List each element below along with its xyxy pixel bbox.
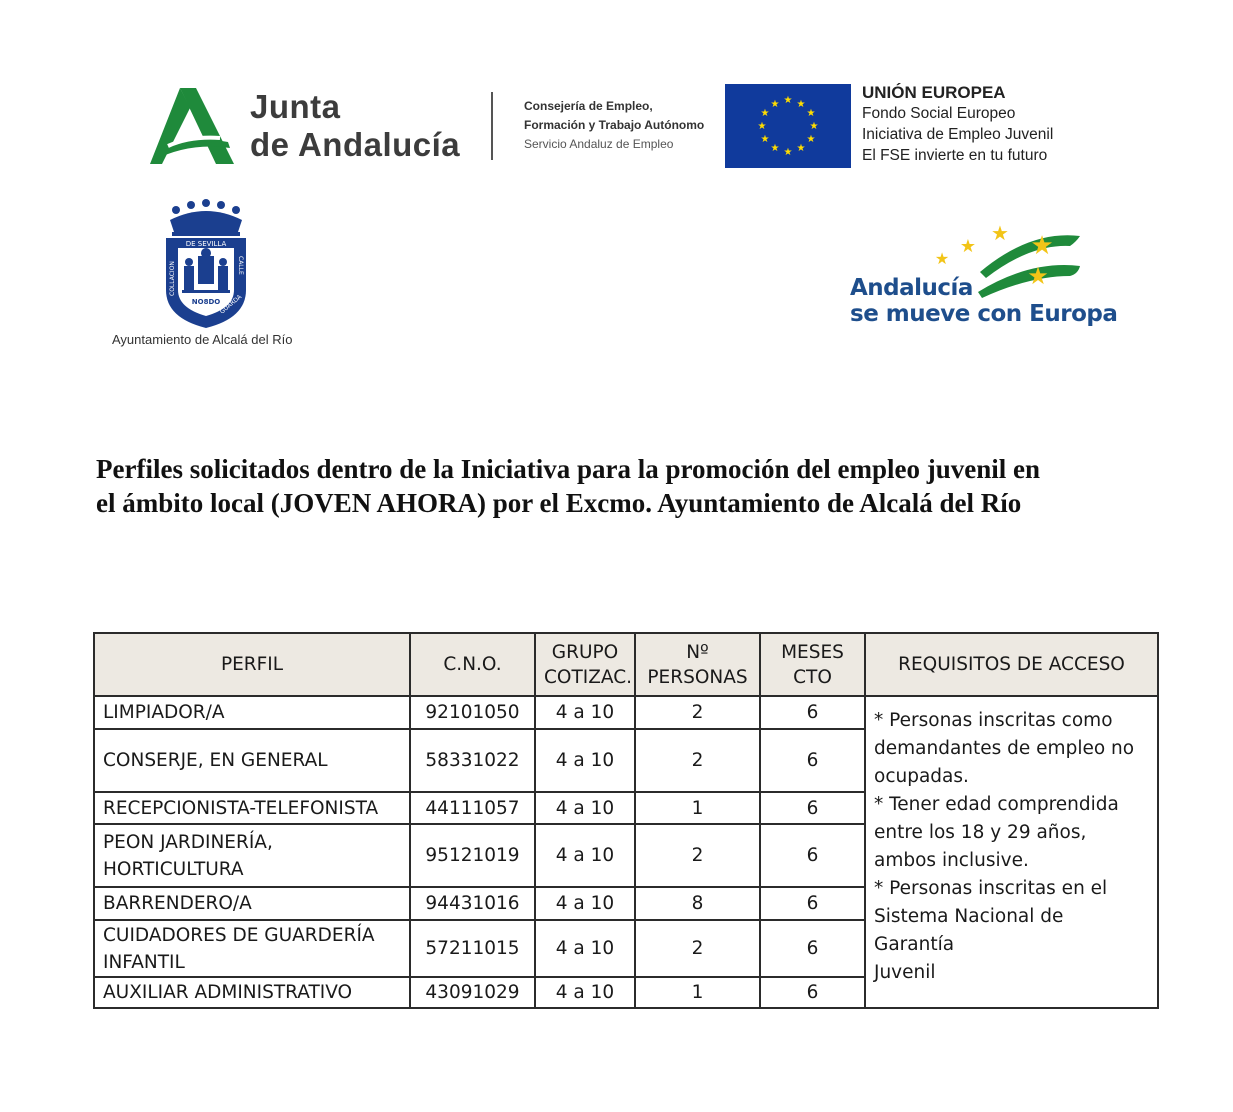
svg-text:★: ★ [783,147,793,158]
requisito-line: * Tener edad comprendida [874,794,1119,815]
andalucia-europa-line-1: Andalucía [850,275,973,301]
cell-personas: 8 [635,887,760,920]
cell-grupo: 4 a 10 [535,977,635,1008]
cell-meses: 6 [760,696,865,729]
svg-text:★: ★ [806,134,816,145]
header-perfil: PERFIL [94,633,410,696]
header-grupo-line-2: COTIZAC. [544,666,633,688]
cell-meses: 6 [760,792,865,824]
header-meses-line-1: MESES [781,641,844,663]
cell-perfil [94,887,410,920]
header-cno: C.N.O. [410,633,535,696]
logo-divider [491,92,493,160]
junta-andalucia-wordmark [250,88,460,164]
header-meses-line-2: CTO [793,666,832,688]
cell-grupo: 4 a 10 [535,920,635,977]
profiles-table [93,632,1159,1009]
requisito-line: * Personas inscritas como [874,710,1113,731]
requisito-line: entre los 18 y 29 años, [874,822,1087,843]
header-personas-line-2: PERSONAS [647,666,748,688]
cell-meses: 6 [760,824,865,887]
cell-personas: 2 [635,824,760,887]
cell-personas: 1 [635,792,760,824]
title-line-2: el ámbito local (JOVEN AHORA) por el Excmo. Ayuntamiento de Alcalá del Río [96,488,1022,518]
cell-perfil [94,729,410,792]
cell-meses: 6 [760,920,865,977]
perfil-line-1: CONSERJE, EN GENERAL [103,750,328,771]
svg-text:★: ★ [760,134,770,145]
eu-line-1: Fondo Social Europeo [862,105,1016,122]
cell-cno: 95121019 [410,824,535,887]
requisito-line: * Personas inscritas en el [874,878,1108,899]
requisito-line: ambos inclusive. [874,850,1029,871]
eu-line-3: El FSE invierte en tu futuro [862,147,1048,164]
ayuntamiento-caption: Ayuntamiento de Alcalá del Río [112,332,293,347]
header-personas-line-1: Nº [686,641,709,663]
cell-grupo: 4 a 10 [535,696,635,729]
eu-flag-icon [725,84,851,168]
svg-text:★: ★ [1030,231,1054,261]
requisito-line: ocupadas. [874,766,969,787]
requisito-line: Juvenil [874,962,936,983]
consejeria-line-1: Consejería de Empleo, [524,99,653,113]
title-line-1: Perfiles solicitados dentro de la Iniciativa para la promoción del empleo juvenil en [96,454,1040,484]
crest-top-text: DE SEVILLA [185,240,227,248]
cell-perfil [94,696,410,729]
cell-perfil [94,920,410,977]
perfil-line-2: HORTICULTURA [103,858,244,880]
consejeria-block [524,97,704,154]
cell-requisitos [865,696,1158,1008]
eu-title: UNIÓN EUROPEA [862,83,1006,102]
perfil-line-1: AUXILIAR ADMINISTRATIVO [103,982,353,1003]
document-title [96,452,1146,520]
junta-line-2: de Andalucía [250,126,461,163]
svg-text:★: ★ [760,108,770,119]
cell-cno: 44111057 [410,792,535,824]
cell-grupo: 4 a 10 [535,729,635,792]
crest-motto-text: NO8DO [191,298,221,306]
cell-cno: 57211015 [410,920,535,977]
table-row [94,696,1158,729]
svg-text:★: ★ [783,95,793,106]
perfil-line-1: RECEPCIONISTA-TELEFONISTA [103,797,379,819]
andalucia-europa-line-2: se mueve con Europa [850,301,1118,327]
junta-andalucia-logo-icon [150,88,234,164]
svg-text:★: ★ [757,121,767,132]
svg-text:★: ★ [806,108,816,119]
cell-meses: 6 [760,729,865,792]
eu-line-2: Iniciativa de Empleo Juvenil [862,126,1054,143]
svg-text:★: ★ [934,249,950,268]
svg-text:★: ★ [770,99,780,110]
header-grupo-line-1: GRUPO [551,641,619,663]
header-requisitos: REQUISITOS DE ACCESO [865,633,1158,696]
cell-personas: 2 [635,729,760,792]
crest-bottom-text: GUARDA [218,293,244,316]
svg-text:★: ★ [959,236,977,257]
svg-text:★: ★ [809,121,819,132]
cell-grupo: 4 a 10 [535,887,635,920]
cell-perfil [94,824,410,887]
cell-personas: 1 [635,977,760,1008]
perfil-line-2: INFANTIL [103,951,185,973]
cell-personas: 2 [635,920,760,977]
cell-cno: 43091029 [410,977,535,1008]
ayuntamiento-crest-icon [160,198,252,330]
header-grupo [535,633,635,696]
junta-line-1: Junta [250,88,341,125]
cell-cno: 92101050 [410,696,535,729]
eu-text-block [862,82,1053,166]
cell-grupo: 4 a 10 [535,824,635,887]
cell-meses: 6 [760,887,865,920]
svg-text:★: ★ [796,99,806,110]
cell-cno: 58331022 [410,729,535,792]
requisito-line: Sistema Nacional de Garantía [874,906,1064,955]
table-header-row [94,633,1158,696]
cell-cno: 94431016 [410,887,535,920]
svg-text:★: ★ [770,143,780,154]
cell-perfil [94,792,410,824]
crest-left-text: COLLACION [169,261,176,296]
requisito-line: demandantes de empleo no [874,738,1135,759]
cell-grupo: 4 a 10 [535,792,635,824]
cell-perfil [94,977,410,1008]
cell-meses: 6 [760,977,865,1008]
consejeria-line-2: Formación y Trabajo Autónomo [524,118,705,132]
svg-text:★: ★ [796,143,806,154]
perfil-line-1: CUIDADORES DE GUARDERÍA [103,924,375,946]
perfil-line-1: LIMPIADOR/A [103,702,225,723]
header-meses [760,633,865,696]
svg-text:★: ★ [1027,262,1049,290]
cell-personas: 2 [635,696,760,729]
andalucia-europa-text [850,275,1117,327]
svg-text:★: ★ [991,222,1009,245]
crest-right-text: CALLE [237,256,244,275]
perfil-line-1: PEON JARDINERÍA, [103,831,273,853]
consejeria-line-3: Servicio Andaluz de Empleo [524,137,674,151]
perfil-line-1: BARRENDERO/A [103,893,252,914]
header-personas [635,633,760,696]
